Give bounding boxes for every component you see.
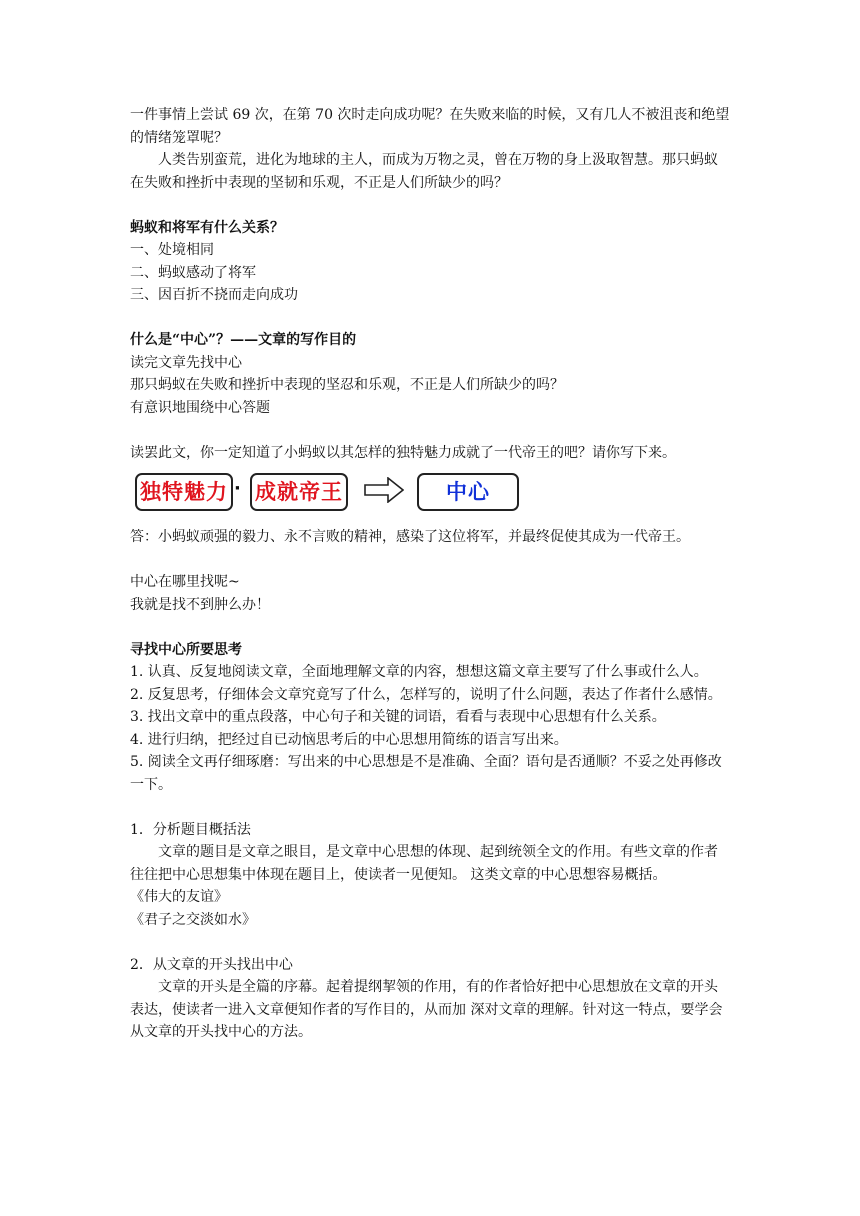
thinking-item-1: 1. 认真、反复地阅读文章，全面地理解文章的内容，想想这篇文章主要写了什么事或什么人。 bbox=[130, 664, 708, 680]
relation-item-2: 二、蚂蚁感动了将军 bbox=[130, 264, 256, 281]
where-line-2: 我就是找不到肿么办！ bbox=[130, 596, 270, 613]
question-text: 读罢此文，你一定知道了小蚂蚁以其怎样的独特魅力成就了一代帝王的吧？请你写下来。 bbox=[130, 444, 676, 461]
document-body bbox=[130, 104, 730, 1044]
thinking-item-5: 5. 阅读全文再仔细琢磨：写出来的中心思想是不是准确、全面？语句是否通顺？不妥之处再修改一下。 bbox=[130, 754, 722, 793]
method-1-example-2: 《君子之交淡如水》 bbox=[130, 911, 256, 928]
spacer bbox=[130, 796, 730, 819]
spacer bbox=[130, 307, 730, 330]
center-definition-line-2: 那只蚂蚁在失败和挫折中表现的坚忍和乐观，不正是人们所缺少的吗？ bbox=[130, 377, 564, 393]
spacer bbox=[130, 194, 730, 217]
diagram-separator: · bbox=[234, 478, 241, 499]
relation-heading: 蚂蚁和将军有什么关系？ bbox=[130, 219, 284, 236]
center-definition-heading: 什么是“中心”？——文章的写作目的 bbox=[130, 332, 357, 348]
answer-text: 答：小蚂蚁顽强的毅力、永不言败的精神，感染了这位将军，并最终促使其成为一代帝王。 bbox=[130, 529, 690, 545]
method-1-example-1: 《伟大的友谊》 bbox=[130, 889, 228, 905]
method-2-body: 文章的开头是全篇的序幕。起着提纲挈领的作用，有的作者恰好把中心思想放在文章的开头表达，使读者一进入文章便知作者的写作目的，从而加 深对文章的理解。针对这一特点，要学会从文章的开头找中心的方法。 bbox=[130, 979, 723, 1040]
method-1-title: 1．分析题目概括法 bbox=[130, 821, 251, 838]
diagram-box-become-emperor: 成就帝王 bbox=[250, 473, 348, 511]
thinking-item-3: 3. 找出文章中的重点段落，中心句子和关键的词语，看看与表现中心思想有什么关系。 bbox=[130, 709, 666, 725]
spacer bbox=[130, 549, 730, 572]
thinking-heading: 寻找中心所要思考 bbox=[130, 641, 242, 658]
center-definition-line-1: 读完文章先找中心 bbox=[130, 354, 242, 371]
spacer bbox=[130, 616, 730, 639]
where-line-1: 中心在哪里找呢~ bbox=[130, 574, 240, 590]
relation-item-3: 三、因百折不挠而走向成功 bbox=[130, 287, 298, 303]
spacer bbox=[130, 931, 730, 954]
diagram-box-center: 中心 bbox=[417, 473, 519, 511]
intro-paragraph-1: 一件事情上尝试 69 次，在第 70 次时走向成功呢？在失败来临的时候，又有几人不被沮丧和绝望的情绪笼罩呢？ bbox=[130, 107, 730, 146]
method-1-body: 文章的题目是文章之眼目，是文章中心思想的体现、起到统领全文的作用。有些文章的作者往往把中心思想集中体现在题目上，使读者一见便知。 这类文章的中心思想容易概括。 bbox=[130, 844, 718, 883]
diagram-box-unique-charm: 独特魅力 bbox=[135, 473, 233, 511]
center-definition-line-3: 有意识地围绕中心答题 bbox=[130, 399, 270, 416]
thinking-item-2: 2. 反复思考，仔细体会文章究竟写了什么，怎样写的，说明了什么问题，表达了作者什么感情。 bbox=[130, 686, 722, 703]
intro-paragraph-2: 人类告别蛮荒，进化为地球的主人，而成为万物之灵，曾在万物的身上汲取智慧。那只蚂蚁在失败和挫折中表现的坚韧和乐观，不正是人们所缺少的吗？ bbox=[130, 152, 718, 191]
method-2-title: 2．从文章的开头找出中心 bbox=[130, 956, 293, 973]
center-diagram bbox=[130, 470, 730, 522]
right-arrow-icon bbox=[364, 477, 404, 503]
spacer bbox=[130, 419, 730, 442]
relation-item-1: 一、处境相同 bbox=[130, 242, 214, 258]
thinking-item-4: 4. 进行归纳，把经过自已动恼思考后的中心思想用简练的语言写出来。 bbox=[130, 731, 568, 748]
